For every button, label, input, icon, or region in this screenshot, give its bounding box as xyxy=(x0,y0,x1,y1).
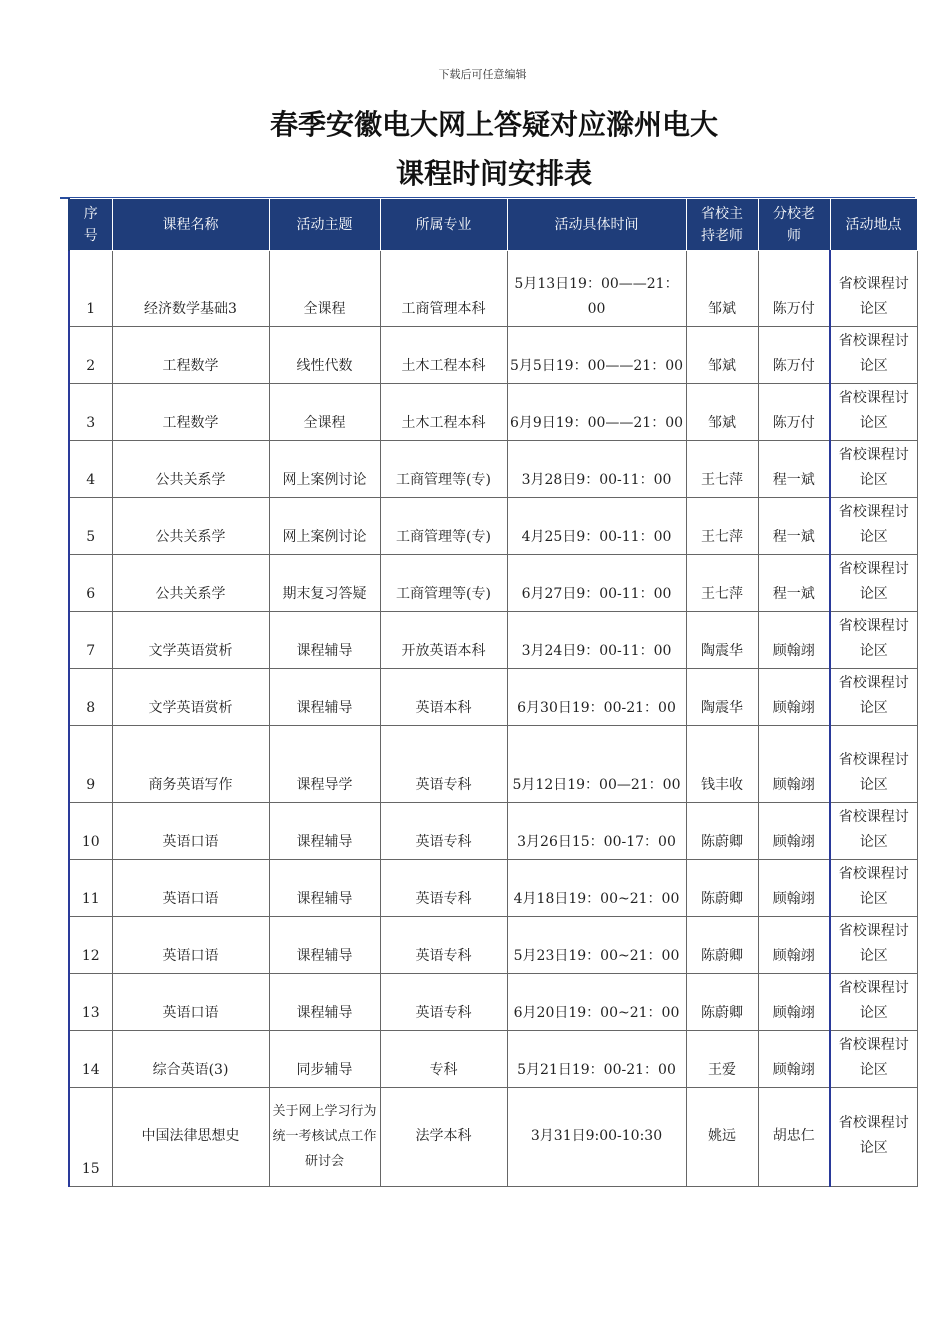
table-row xyxy=(69,860,917,917)
activity-time: 4月25日9：00-11：00 xyxy=(507,498,686,555)
major: 工商管理等(专) xyxy=(380,555,507,612)
activity-time: 6月20日19：00~21：00 xyxy=(507,974,686,1031)
activity-time: 5月12日19：00—21：00 xyxy=(507,726,686,803)
course-name: 英语口语 xyxy=(112,803,269,860)
activity-place: 省校课程讨论区 xyxy=(830,1088,917,1187)
major: 工商管理本科 xyxy=(380,251,507,327)
page-subtitle: 课程时间安排表 xyxy=(395,157,592,190)
schedule-table xyxy=(68,198,918,1187)
activity-place: 省校课程讨论区 xyxy=(830,384,917,441)
activity-place: 省校课程讨论区 xyxy=(830,917,917,974)
column-header-place: 活动地点 xyxy=(830,199,917,251)
course-name: 文学英语赏析 xyxy=(112,612,269,669)
table-row xyxy=(69,498,917,555)
course-name: 工程数学 xyxy=(112,384,269,441)
major: 英语本科 xyxy=(380,669,507,726)
activity-place: 省校课程讨论区 xyxy=(830,327,917,384)
activity-time: 3月31日9:00-10:30 xyxy=(507,1088,686,1187)
row-number: 9 xyxy=(69,726,112,803)
branch-teacher: 程一斌 xyxy=(758,555,830,612)
row-number: 7 xyxy=(69,612,112,669)
major: 土木工程本科 xyxy=(380,327,507,384)
activity-topic: 网上案例讨论 xyxy=(269,441,380,498)
table-row xyxy=(69,917,917,974)
provincial-teacher: 王七萍 xyxy=(686,555,758,612)
branch-teacher: 顾翰翊 xyxy=(758,803,830,860)
major: 英语专科 xyxy=(380,917,507,974)
major: 英语专科 xyxy=(380,726,507,803)
table-row xyxy=(69,669,917,726)
major: 土木工程本科 xyxy=(380,384,507,441)
table-row xyxy=(69,726,917,803)
branch-teacher: 陈万付 xyxy=(758,384,830,441)
activity-time: 3月26日15：00-17：00 xyxy=(507,803,686,860)
branch-teacher: 顾翰翊 xyxy=(758,917,830,974)
major: 专科 xyxy=(380,1031,507,1088)
table-body xyxy=(69,251,917,1187)
activity-place: 省校课程讨论区 xyxy=(830,726,917,803)
activity-topic: 课程辅导 xyxy=(269,612,380,669)
table-row xyxy=(69,974,917,1031)
provincial-teacher: 王爱 xyxy=(686,1031,758,1088)
branch-teacher: 顾翰翊 xyxy=(758,669,830,726)
major: 开放英语本科 xyxy=(380,612,507,669)
major: 英语专科 xyxy=(380,803,507,860)
table-row xyxy=(69,441,917,498)
course-name: 公共关系学 xyxy=(112,441,269,498)
activity-time: 6月27日9：00-11：00 xyxy=(507,555,686,612)
activity-topic: 课程辅导 xyxy=(269,669,380,726)
activity-time: 5月23日19：00~21：00 xyxy=(507,917,686,974)
column-header-major: 所属专业 xyxy=(380,199,507,251)
branch-teacher: 顾翰翊 xyxy=(758,612,830,669)
activity-topic: 课程辅导 xyxy=(269,860,380,917)
course-name: 经济数学基础3 xyxy=(112,251,269,327)
provincial-teacher: 王七萍 xyxy=(686,441,758,498)
activity-place: 省校课程讨论区 xyxy=(830,803,917,860)
activity-topic: 关于网上学习行为统一考核试点工作研讨会 xyxy=(269,1088,380,1187)
activity-place: 省校课程讨论区 xyxy=(830,498,917,555)
branch-teacher: 顾翰翊 xyxy=(758,860,830,917)
activity-place: 省校课程讨论区 xyxy=(830,669,917,726)
header-note: 下载后可任意编辑 xyxy=(438,68,527,81)
provincial-teacher: 陈蔚卿 xyxy=(686,803,758,860)
row-number: 11 xyxy=(69,860,112,917)
provincial-teacher: 邹斌 xyxy=(686,327,758,384)
activity-time: 4月18日19：00~21：00 xyxy=(507,860,686,917)
activity-topic: 课程辅导 xyxy=(269,917,380,974)
activity-place: 省校课程讨论区 xyxy=(830,441,917,498)
branch-teacher: 程一斌 xyxy=(758,498,830,555)
branch-teacher: 顾翰翊 xyxy=(758,726,830,803)
row-number: 1 xyxy=(69,251,112,327)
activity-time: 6月30日19：00-21：00 xyxy=(507,669,686,726)
activity-place: 省校课程讨论区 xyxy=(830,555,917,612)
course-name: 英语口语 xyxy=(112,860,269,917)
column-header-branch-teacher: 分校老师 xyxy=(758,199,830,251)
activity-topic: 全课程 xyxy=(269,384,380,441)
activity-place: 省校课程讨论区 xyxy=(830,860,917,917)
row-number: 8 xyxy=(69,669,112,726)
provincial-teacher: 陈蔚卿 xyxy=(686,917,758,974)
row-number: 12 xyxy=(69,917,112,974)
activity-place: 省校课程讨论区 xyxy=(830,1031,917,1088)
provincial-teacher: 陶震华 xyxy=(686,612,758,669)
course-name: 英语口语 xyxy=(112,917,269,974)
table-row xyxy=(69,1088,917,1187)
row-number: 4 xyxy=(69,441,112,498)
provincial-teacher: 王七萍 xyxy=(686,498,758,555)
course-name: 商务英语写作 xyxy=(112,726,269,803)
provincial-teacher: 邹斌 xyxy=(686,384,758,441)
branch-teacher: 陈万付 xyxy=(758,251,830,327)
row-number: 10 xyxy=(69,803,112,860)
table-row xyxy=(69,555,917,612)
course-name: 综合英语(3) xyxy=(112,1031,269,1088)
course-name: 公共关系学 xyxy=(112,555,269,612)
major: 工商管理等(专) xyxy=(380,498,507,555)
table-row xyxy=(69,612,917,669)
activity-time: 6月9日19：00——21：00 xyxy=(507,384,686,441)
activity-time: 5月21日19：00-21：00 xyxy=(507,1031,686,1088)
activity-place: 省校课程讨论区 xyxy=(830,974,917,1031)
row-number: 14 xyxy=(69,1031,112,1088)
activity-topic: 线性代数 xyxy=(269,327,380,384)
branch-teacher: 顾翰翊 xyxy=(758,974,830,1031)
major: 英语专科 xyxy=(380,974,507,1031)
course-name: 中国法律思想史 xyxy=(112,1088,269,1187)
activity-time: 3月28日9：00-11：00 xyxy=(507,441,686,498)
course-name: 英语口语 xyxy=(112,974,269,1031)
table-row xyxy=(69,251,917,327)
major: 工商管理等(专) xyxy=(380,441,507,498)
table-row xyxy=(69,1031,917,1088)
activity-topic: 期末复习答疑 xyxy=(269,555,380,612)
activity-place: 省校课程讨论区 xyxy=(830,251,917,327)
row-number: 3 xyxy=(69,384,112,441)
row-number: 5 xyxy=(69,498,112,555)
column-header-time: 活动具体时间 xyxy=(507,199,686,251)
table-header-row xyxy=(69,199,917,251)
column-header-topic: 活动主题 xyxy=(269,199,380,251)
provincial-teacher: 陶震华 xyxy=(686,669,758,726)
activity-topic: 课程辅导 xyxy=(269,803,380,860)
activity-topic: 网上案例讨论 xyxy=(269,498,380,555)
row-number: 2 xyxy=(69,327,112,384)
column-header-no: 序号 xyxy=(69,199,112,251)
activity-time: 5月13日19：00——21：00 xyxy=(507,251,686,327)
activity-time: 3月24日9：00-11：00 xyxy=(507,612,686,669)
provincial-teacher: 陈蔚卿 xyxy=(686,974,758,1031)
branch-teacher: 程一斌 xyxy=(758,441,830,498)
table-row xyxy=(69,384,917,441)
provincial-teacher: 钱丰收 xyxy=(686,726,758,803)
table-row xyxy=(69,803,917,860)
major: 英语专科 xyxy=(380,860,507,917)
provincial-teacher: 姚远 xyxy=(686,1088,758,1187)
activity-topic: 全课程 xyxy=(269,251,380,327)
course-name: 文学英语赏析 xyxy=(112,669,269,726)
major: 法学本科 xyxy=(380,1088,507,1187)
activity-place: 省校课程讨论区 xyxy=(830,612,917,669)
course-name: 工程数学 xyxy=(112,327,269,384)
branch-teacher: 陈万付 xyxy=(758,327,830,384)
course-name: 公共关系学 xyxy=(112,498,269,555)
activity-topic: 同步辅导 xyxy=(269,1031,380,1088)
branch-teacher: 胡忠仁 xyxy=(758,1088,830,1187)
row-number: 15 xyxy=(69,1088,112,1187)
provincial-teacher: 邹斌 xyxy=(686,251,758,327)
table-row xyxy=(69,327,917,384)
row-number: 13 xyxy=(69,974,112,1031)
activity-topic: 课程导学 xyxy=(269,726,380,803)
branch-teacher: 顾翰翊 xyxy=(758,1031,830,1088)
provincial-teacher: 陈蔚卿 xyxy=(686,860,758,917)
activity-topic: 课程辅导 xyxy=(269,974,380,1031)
activity-time: 5月5日19：00——21：00 xyxy=(507,327,686,384)
column-header-prov-teacher: 省校主持老师 xyxy=(686,199,758,251)
column-header-course: 课程名称 xyxy=(112,199,269,251)
row-number: 6 xyxy=(69,555,112,612)
page-title: 春季安徽电大网上答疑对应滁州电大 xyxy=(269,108,718,141)
